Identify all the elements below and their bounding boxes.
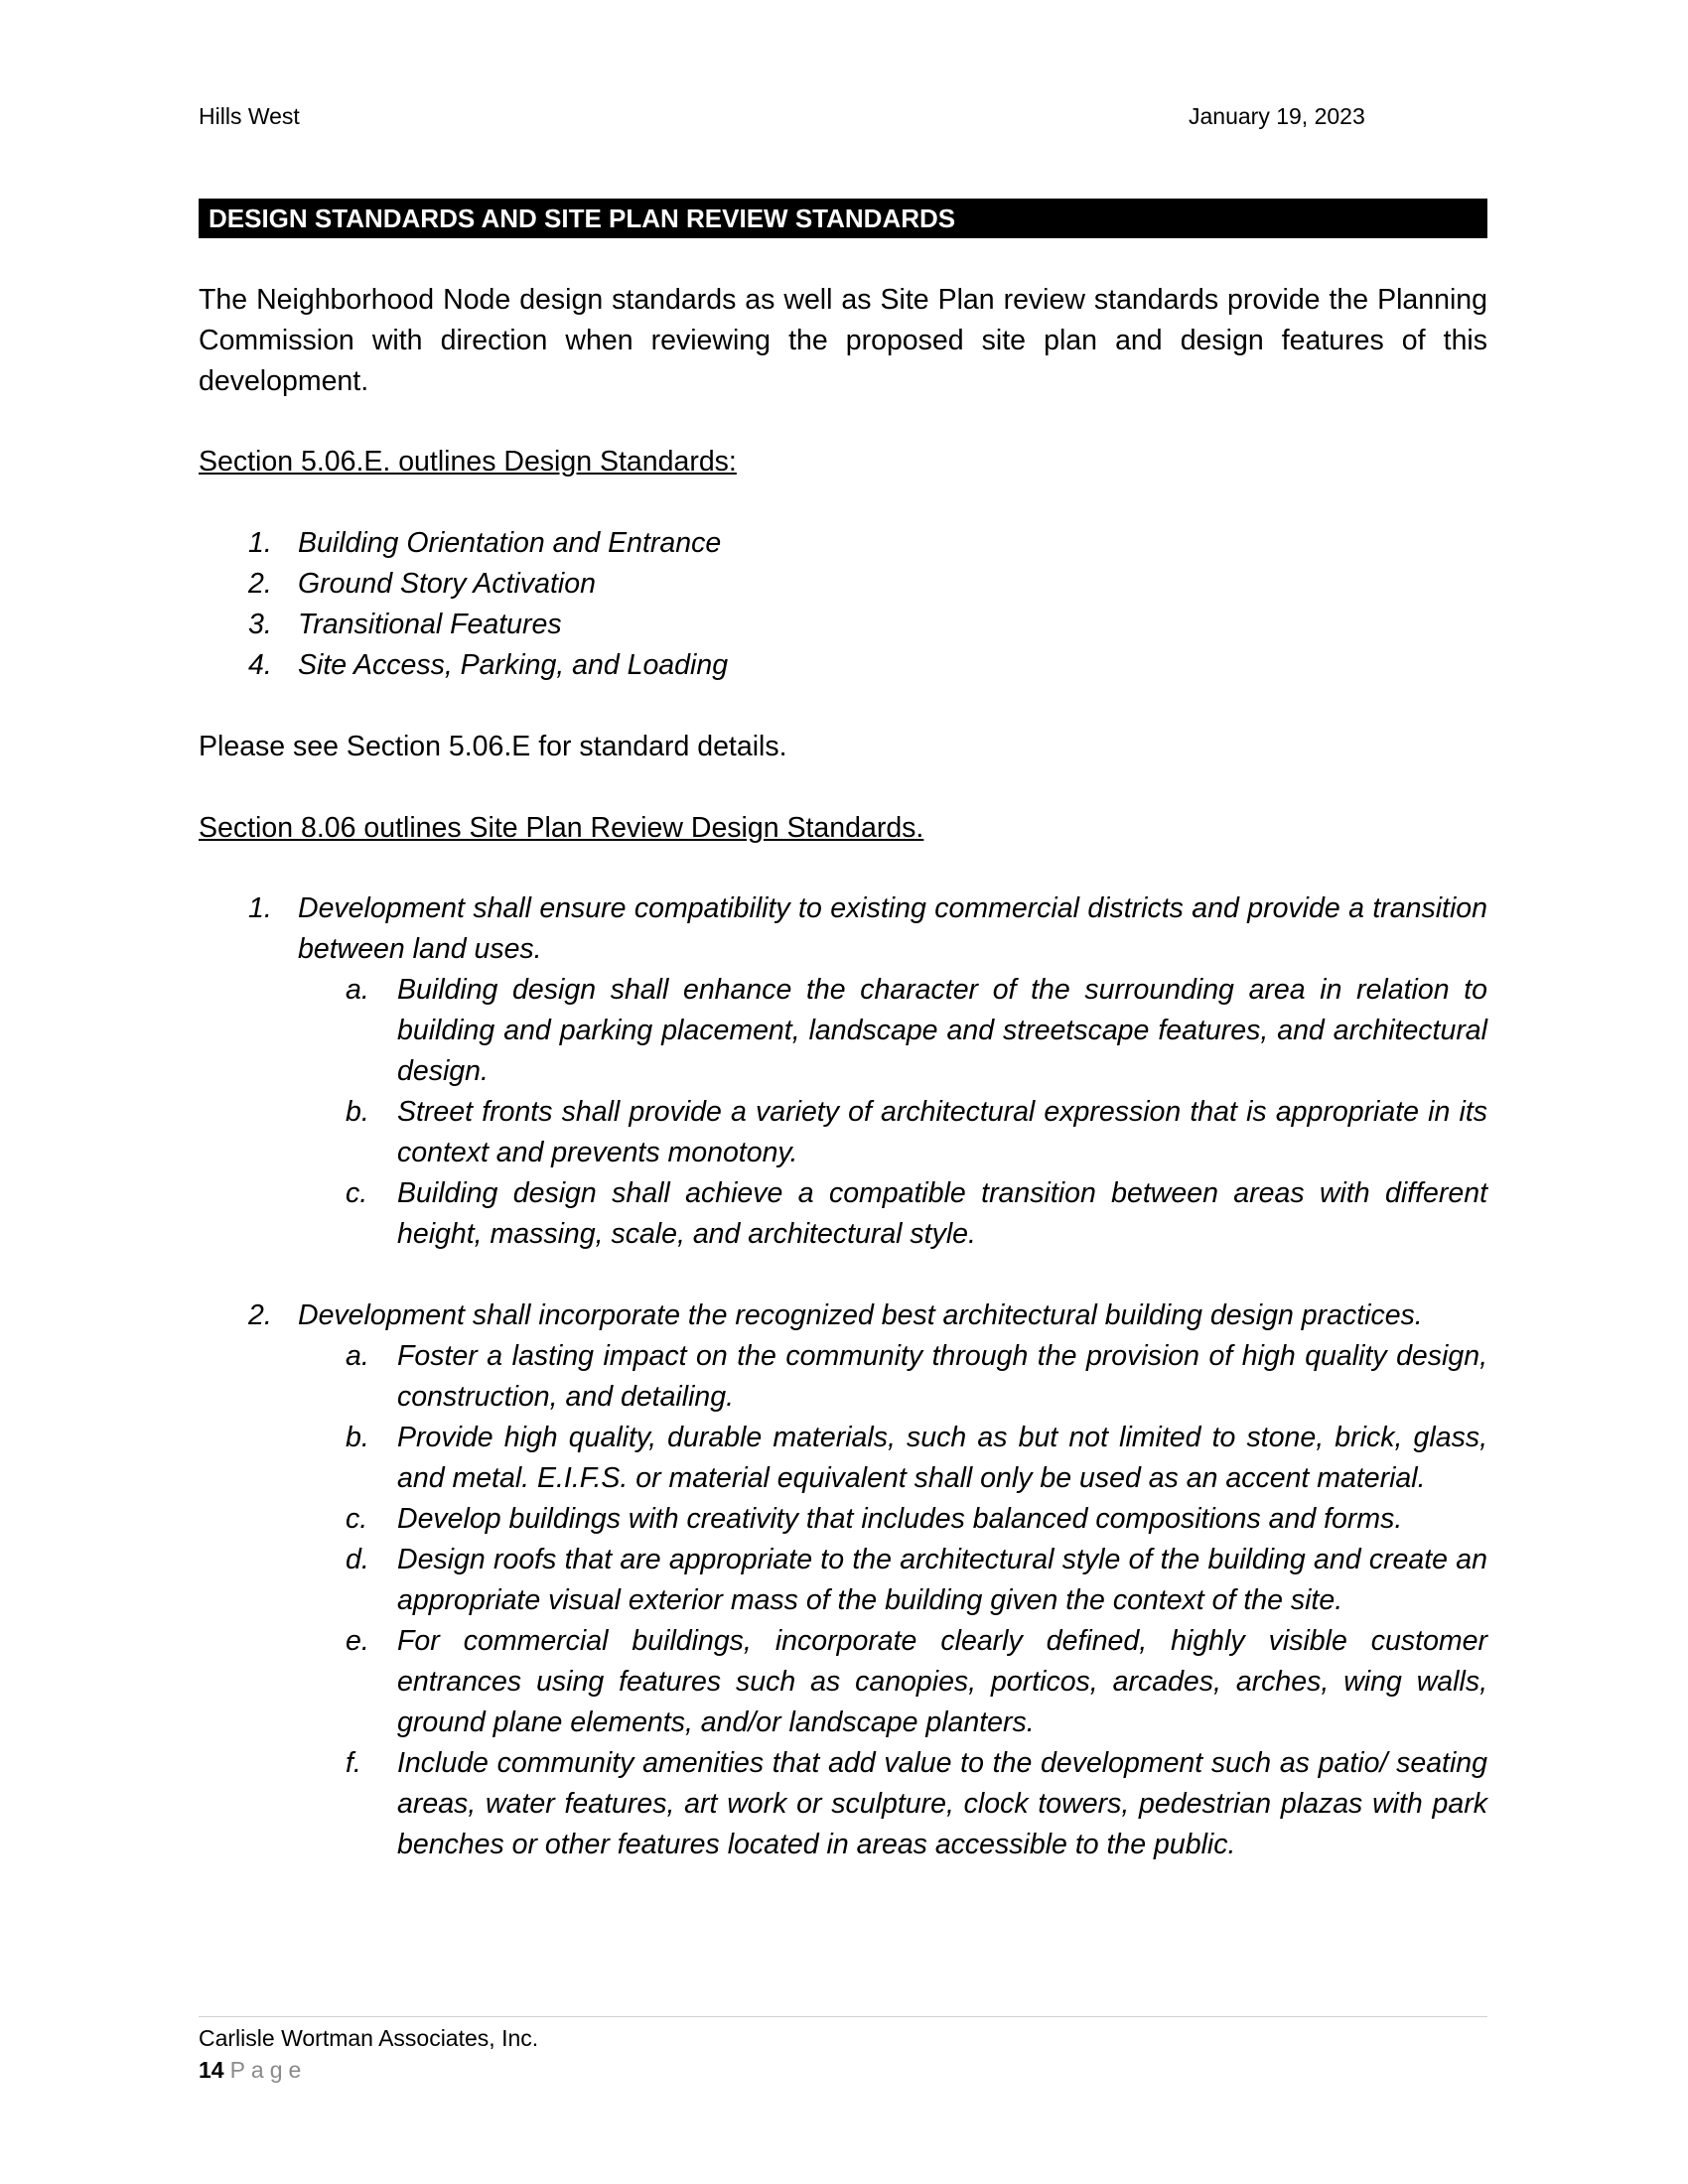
sub-list <box>298 1336 1487 1865</box>
sub-list-item: b. Street fronts shall provide a variety of architectural expression that is appropriate in its context and prevents monotony. <box>346 1096 1487 1168</box>
site-plan-standards-list <box>199 888 1487 1865</box>
list-item: 2. Development shall incorporate the recognized best architectural building design practices. a. Foster a lasting impact on the community through the provision of high quality design, construction, and detailing. b. Provide high quality, durable materials, such as but not limited to stone, brick, glass, and metal. E.I.F.S. or material equivalent shall only be used as an accent material. c. Develop buildings with creativity that includes balanced compositions and forms. d. Design roofs that are appropriate to the architectural style of the building and create an appropriate visual exterior mass of the building given the context of the site. e. For commercial buildings, incorporate clearly defined, highly visible customer entrances using features such as canopies, porticos, arcades, arches, wing walls, ground plane elements, and/or landscape planters. f. Include community amenities that add value to the development such as patio/ seating areas, water features, art work or sculpture, clock towers, pedestrian plazas with park benches or other features located in areas accessible to the public. <box>199 1296 1487 1865</box>
sub-list-item: a. Foster a lasting impact on the community through the provision of high quality design, construction, and detailing. <box>346 1340 1487 1413</box>
sub-list-item: b. Provide high quality, durable materials, such as but not limited to stone, brick, glass, and metal. E.I.F.S. or material equivalent shall only be used as an accent material. <box>346 1422 1487 1494</box>
sub-list-item: d. Design roofs that are appropriate to the architectural style of the building and create an appropriate visual exterior mass of the building given the context of the site. <box>346 1544 1487 1616</box>
list-item: 4. Site Access, Parking, and Loading <box>248 649 729 681</box>
design-standards-note: Please see Section 5.06.E for standard details. <box>199 731 787 762</box>
list-item: 1. Building Orientation and Entrance <box>248 527 722 559</box>
design-standards-list <box>199 523 1487 686</box>
list-item: 3. Transitional Features <box>248 609 562 640</box>
header-date: January 19, 2023 <box>1189 103 1365 129</box>
sub-list-item: f. Include community amenities that add value to the development such as patio/ seating areas, water features, art work or sculpture, clock towers, pedestrian plazas with park benches or other features located in areas accessible to the public. <box>346 1747 1487 1860</box>
header-document-title: Hills West <box>199 103 300 129</box>
intro-paragraph: The Neighborhood Node design standards as well as Site Plan review standards provide the Planning Commission with direction when reviewing the proposed site plan and design features of this development. <box>199 284 1487 397</box>
list-item: 2. Ground Story Activation <box>248 568 596 600</box>
page-word: Page <box>229 2057 308 2083</box>
page-number: 14 <box>199 2057 224 2083</box>
design-standards-heading: Section 5.06.E. outlines Design Standards: <box>199 446 737 478</box>
footer-company: Carlisle Wortman Associates, Inc. <box>199 2025 539 2051</box>
sub-list <box>298 970 1487 1255</box>
section-heading-bar: DESIGN STANDARDS AND SITE PLAN REVIEW STANDARDS <box>199 199 1487 238</box>
sub-list-item: c. Develop buildings with creativity that includes balanced compositions and forms. <box>346 1503 1403 1535</box>
sub-list-item: a. Building design shall enhance the character of the surrounding area in relation to building and parking placement, landscape and streetscape features, and architectural design. <box>346 974 1487 1087</box>
footer-divider <box>199 2016 1487 2017</box>
list-item: 1. Development shall ensure compatibility to existing commercial districts and provide a transition between land uses. a. Building design shall enhance the character of the surrounding area in relation to building and parking placement, landscape and streetscape features, and architectural design. b. Street fronts shall provide a variety of architectural expression that is appropriate in its context and prevents monotony. c. Building design shall achieve a compatible transition between areas with different height, massing, scale, and architectural style. <box>199 888 1487 1255</box>
sub-list-item: c. Building design shall achieve a compatible transition between areas with different height, massing, scale, and architectural style. <box>346 1177 1487 1250</box>
sub-list-item: e. For commercial buildings, incorporate clearly defined, highly visible customer entrances using features such as canopies, porticos, arcades, arches, wing walls, ground plane elements, and/or landscape planters. <box>346 1625 1487 1738</box>
site-plan-standards-heading: Section 8.06 outlines Site Plan Review Design Standards. <box>199 812 924 844</box>
footer-page-label <box>199 2057 307 2084</box>
